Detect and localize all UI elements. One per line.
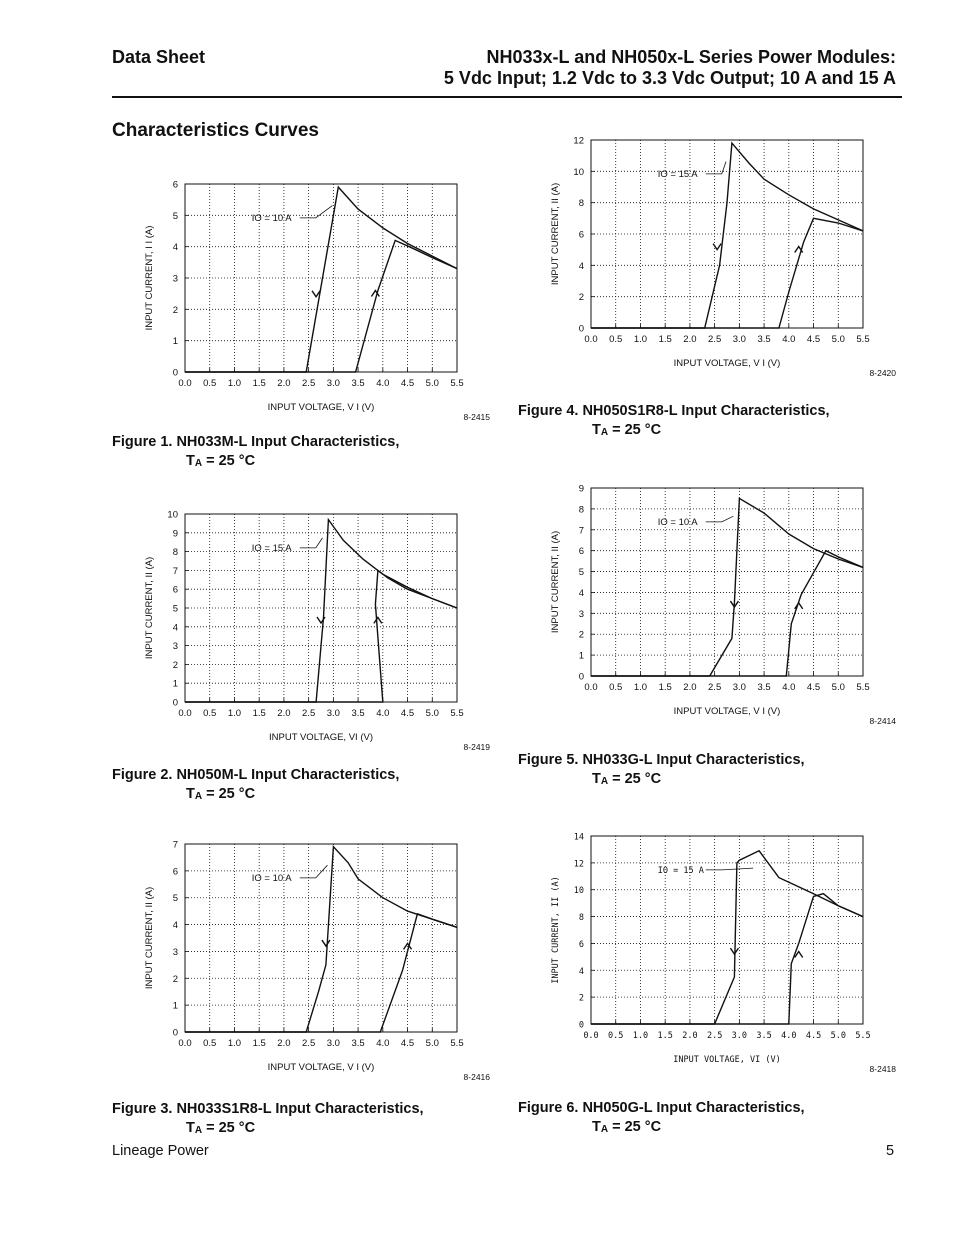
y-tick-label: 4	[578, 966, 584, 977]
x-axis-label: INPUT VOLTAGE, V I (V)	[267, 402, 375, 413]
current-annotation: IO = 15 A	[657, 865, 704, 876]
y-tick-label: 4	[172, 622, 178, 634]
figure-1-caption	[112, 433, 399, 472]
x-tick-label: 0.5	[203, 1038, 217, 1049]
header-title-line2: 5 Vdc Input; 1.2 Vdc to 3.3 Vdc Output; 10 A and 15 A	[443, 68, 896, 88]
y-tick-label: 12	[573, 135, 584, 147]
y-tick-label: 9	[578, 483, 584, 495]
y-tick-label: 0	[578, 1020, 584, 1031]
y-tick-label: 3	[172, 273, 178, 285]
x-tick-label: 0.5	[608, 1031, 624, 1041]
y-tick-label: 6	[172, 584, 178, 596]
y-tick-label: 6	[578, 229, 584, 241]
x-tick-label: 5.0	[425, 708, 439, 719]
x-tick-label: 4.5	[805, 1031, 822, 1041]
x-tick-label: 2.0	[683, 682, 697, 693]
y-axis-label: INPUT CURRENT, II (A)	[144, 556, 155, 660]
figure-3-chart	[112, 830, 497, 1090]
x-tick-label: 5.0	[425, 1038, 439, 1049]
x-tick-label: 4.0	[781, 1031, 797, 1041]
x-tick-label: 3.0	[731, 1031, 748, 1041]
x-tick-label: 0.5	[203, 378, 217, 389]
x-tick-label: 3.0	[326, 708, 340, 719]
x-tick-label: 1.5	[252, 1038, 266, 1049]
y-tick-label: 2	[578, 292, 584, 304]
x-tick-label: 4.0	[782, 334, 796, 345]
series-line-2	[185, 240, 457, 372]
y-tick-label: 6	[172, 866, 178, 878]
current-annotation: IO = 15 A	[657, 168, 698, 180]
y-tick-label: 5	[578, 567, 584, 579]
x-axis-label: INPUT VOLTAGE, V I (V)	[673, 358, 781, 369]
x-tick-label: 5.5	[856, 334, 870, 345]
x-tick-label: 1.5	[252, 708, 266, 719]
x-tick-label: 4.5	[806, 682, 821, 693]
direction-arrow-down	[317, 617, 325, 623]
x-tick-label: 0.0	[583, 1031, 599, 1041]
x-tick-label: 4.0	[376, 378, 390, 389]
y-tick-label: 6	[578, 546, 584, 558]
caption-line2: $T_A = 25$ °C	[592, 1119, 662, 1135]
figure-4-caption	[518, 402, 830, 441]
y-tick-label: 5	[172, 210, 178, 222]
x-tick-label: 1.0	[227, 708, 242, 719]
y-tick-label: 9	[172, 528, 178, 540]
x-axis-label: INPUT VOLTAGE, V I (V)	[673, 706, 781, 717]
y-axis-label: INPUT CURRENT, II (A)	[550, 530, 561, 634]
y-tick-label: 1	[578, 650, 584, 662]
figure-4-chart	[518, 126, 903, 386]
caption-line1: Figure 5. NH033G-L Input Characteristics,	[518, 752, 805, 768]
y-tick-label: 2	[578, 629, 584, 641]
caption-line2: $T_A = 25$ °C	[592, 422, 662, 438]
figure-1-svg	[112, 170, 497, 430]
x-tick-label: 0.5	[609, 682, 623, 693]
figure-6-caption	[518, 1099, 805, 1138]
header-rule	[112, 96, 902, 98]
x-tick-label: 0.0	[178, 1038, 192, 1049]
x-tick-label: 5.5	[450, 378, 464, 389]
y-tick-label: 4	[578, 587, 584, 599]
current-annotation: IO = 10 A	[251, 212, 292, 224]
x-tick-label: 3.5	[351, 378, 365, 389]
current-annotation: IO = 10 A	[251, 872, 292, 884]
y-tick-label: 5	[172, 893, 178, 905]
current-annotation: IO = 15 A	[251, 542, 292, 554]
x-tick-label: 3.0	[732, 334, 746, 345]
y-tick-label: 8	[172, 547, 178, 559]
y-tick-label: 0	[172, 697, 178, 709]
series-line-2	[591, 218, 863, 328]
y-tick-label: 2	[172, 659, 178, 671]
figure-5-svg	[518, 474, 903, 734]
series-line-1	[185, 187, 457, 372]
x-tick-label: 5.5	[855, 1031, 871, 1041]
caption-line1: Figure 4. NH050S1R8-L Input Characteristics,	[518, 403, 830, 419]
footer-page-number: 5	[886, 1143, 895, 1159]
y-tick-label: 0	[578, 671, 584, 683]
y-tick-label: 0	[172, 367, 178, 379]
annotation-leader	[706, 516, 734, 522]
y-axis-label: INPUT CURRENT, II (A)	[551, 876, 561, 984]
x-tick-label: 3.0	[732, 682, 746, 693]
annotation-leader	[300, 865, 328, 878]
caption-line2: $T_A = 25$ °C	[186, 1120, 256, 1136]
x-tick-label: 3.5	[757, 682, 771, 693]
y-tick-label: 6	[578, 939, 584, 950]
x-tick-label: 0.0	[178, 378, 192, 389]
y-tick-label: 5	[172, 603, 178, 615]
y-tick-label: 3	[172, 641, 178, 653]
x-tick-label: 2.5	[302, 708, 316, 719]
series-line-1	[591, 851, 863, 1024]
x-tick-label: 3.5	[757, 334, 771, 345]
x-tick-label: 5.0	[425, 378, 439, 389]
caption-line2: $T_A = 25$ °C	[186, 786, 256, 802]
x-axis-label: INPUT VOLTAGE, VI (V)	[673, 1055, 781, 1065]
y-tick-label: 4	[172, 920, 178, 932]
direction-arrow-down	[322, 940, 330, 946]
y-tick-label: 8	[578, 913, 584, 924]
x-tick-label: 1.0	[227, 1038, 242, 1049]
x-tick-label: 4.0	[376, 708, 390, 719]
y-axis-label: INPUT CURRENT, II (A)	[144, 886, 155, 990]
x-tick-label: 1.5	[658, 682, 672, 693]
x-tick-label: 0.0	[584, 334, 598, 345]
x-tick-label: 1.0	[227, 378, 242, 389]
direction-arrow-up	[795, 603, 803, 609]
y-tick-label: 10	[573, 886, 584, 897]
x-tick-label: 4.0	[376, 1038, 390, 1049]
x-tick-label: 0.0	[584, 682, 598, 693]
x-tick-label: 4.5	[806, 334, 821, 345]
x-axis-label: INPUT VOLTAGE, VI (V)	[269, 732, 373, 743]
y-tick-label: 8	[578, 198, 584, 210]
caption-line2: $T_A = 25$ °C	[186, 453, 256, 469]
x-tick-label: 1.0	[632, 1031, 649, 1041]
figure-id: 8-2414	[869, 716, 896, 726]
annotation-leader	[706, 868, 753, 870]
x-tick-label: 2.0	[277, 378, 291, 389]
x-tick-label: 2.5	[302, 1038, 316, 1049]
x-tick-label: 2.5	[708, 682, 722, 693]
figure-4-svg	[518, 126, 903, 386]
header-doc-type: Data Sheet	[112, 47, 206, 67]
figure-id: 8-2420	[869, 368, 896, 378]
caption-line1: Figure 2. NH050M-L Input Characteristics,	[112, 767, 400, 783]
y-tick-label: 3	[578, 608, 584, 620]
y-tick-label: 7	[578, 525, 584, 537]
x-tick-label: 3.5	[351, 1038, 365, 1049]
direction-arrow-up	[374, 617, 382, 623]
caption-line2: $T_A = 25$ °C	[592, 771, 662, 787]
x-tick-label: 1.0	[633, 334, 648, 345]
y-tick-label: 12	[573, 859, 584, 870]
figure-id: 8-2415	[463, 412, 490, 422]
x-tick-label: 2.5	[706, 1031, 723, 1041]
figure-2-caption	[112, 766, 399, 805]
header-title	[444, 47, 896, 89]
x-tick-label: 2.0	[683, 334, 697, 345]
series-line-1	[591, 498, 863, 676]
y-tick-label: 0	[172, 1027, 178, 1039]
figure-id: 8-2416	[463, 1072, 490, 1082]
figure-5-caption	[518, 751, 805, 790]
y-tick-label: 1	[172, 336, 178, 348]
x-tick-label: 2.0	[277, 708, 291, 719]
y-tick-label: 1	[172, 678, 178, 690]
x-tick-label: 5.0	[831, 682, 845, 693]
series-line-1	[185, 847, 457, 1032]
series-line-1	[591, 143, 863, 328]
annotation-leader	[706, 162, 726, 174]
x-tick-label: 5.0	[831, 334, 845, 345]
x-tick-label: 4.0	[782, 682, 796, 693]
x-tick-label: 5.5	[856, 682, 870, 693]
y-tick-label: 2	[578, 993, 584, 1004]
x-tick-label: 0.5	[609, 334, 623, 345]
figure-2-svg	[112, 500, 497, 760]
section-title: Characteristics Curves	[112, 120, 319, 141]
x-tick-label: 1.5	[657, 1031, 673, 1041]
caption-line1: Figure 6. NH050G-L Input Characteristics,	[518, 1100, 805, 1116]
y-tick-label: 6	[172, 179, 178, 191]
x-tick-label: 0.0	[178, 708, 192, 719]
annotation-leader	[300, 538, 323, 548]
x-tick-label: 3.0	[326, 378, 340, 389]
y-tick-label: 8	[578, 504, 584, 516]
series-line-1	[185, 520, 457, 702]
y-tick-label: 3	[172, 946, 178, 958]
x-tick-label: 2.5	[708, 334, 722, 345]
x-tick-label: 2.5	[302, 378, 316, 389]
figure-3-svg	[112, 830, 497, 1090]
y-tick-label: 10	[167, 509, 178, 521]
y-tick-label: 0	[578, 323, 584, 335]
y-tick-label: 7	[172, 565, 178, 577]
series-line-2	[185, 570, 457, 702]
figure-3-caption	[112, 1100, 424, 1139]
figure-id: 8-2419	[463, 742, 490, 752]
y-axis-label: INPUT CURRENT, II (A)	[550, 182, 561, 286]
x-tick-label: 1.5	[252, 378, 266, 389]
y-tick-label: 10	[573, 166, 584, 178]
x-tick-label: 5.5	[450, 1038, 464, 1049]
figure-id: 8-2418	[869, 1064, 896, 1074]
x-axis-label: INPUT VOLTAGE, V I (V)	[267, 1062, 375, 1073]
figure-2-chart	[112, 500, 497, 760]
figure-5-chart	[518, 474, 903, 734]
x-tick-label: 1.5	[658, 334, 672, 345]
y-tick-label: 14	[573, 832, 584, 843]
caption-line1: Figure 3. NH033S1R8-L Input Characteristics,	[112, 1101, 424, 1117]
y-tick-label: 2	[172, 973, 178, 985]
y-axis-label: INPUT CURRENT, I I (A)	[144, 225, 155, 331]
series-line-2	[185, 914, 457, 1032]
header-title-line1: NH033x-L and NH050x-L Series Power Modules:	[486, 47, 896, 67]
x-tick-label: 2.0	[277, 1038, 291, 1049]
series-line-2	[591, 894, 863, 1024]
annotation-leader	[300, 206, 333, 218]
x-tick-label: 1.0	[633, 682, 648, 693]
x-tick-label: 4.5	[400, 378, 415, 389]
current-annotation: IO = 10 A	[657, 516, 698, 528]
y-tick-label: 4	[578, 260, 584, 272]
x-tick-label: 4.5	[400, 708, 415, 719]
x-tick-label: 2.0	[682, 1031, 698, 1041]
y-tick-label: 2	[172, 304, 178, 316]
caption-line1: Figure 1. NH033M-L Input Characteristics,	[112, 434, 400, 450]
x-tick-label: 5.5	[450, 708, 464, 719]
x-tick-label: 0.5	[203, 708, 217, 719]
figure-1-chart	[112, 170, 497, 430]
y-tick-label: 4	[172, 242, 178, 254]
footer-company: Lineage Power	[112, 1143, 209, 1159]
y-tick-label: 1	[172, 1000, 178, 1012]
x-tick-label: 3.5	[756, 1031, 772, 1041]
figure-6-chart	[518, 822, 903, 1082]
y-tick-label: 7	[172, 839, 178, 851]
x-tick-label: 3.0	[326, 1038, 340, 1049]
x-tick-label: 4.5	[400, 1038, 415, 1049]
figure-6-svg	[518, 822, 903, 1082]
x-tick-label: 5.0	[830, 1031, 846, 1041]
x-tick-label: 3.5	[351, 708, 365, 719]
